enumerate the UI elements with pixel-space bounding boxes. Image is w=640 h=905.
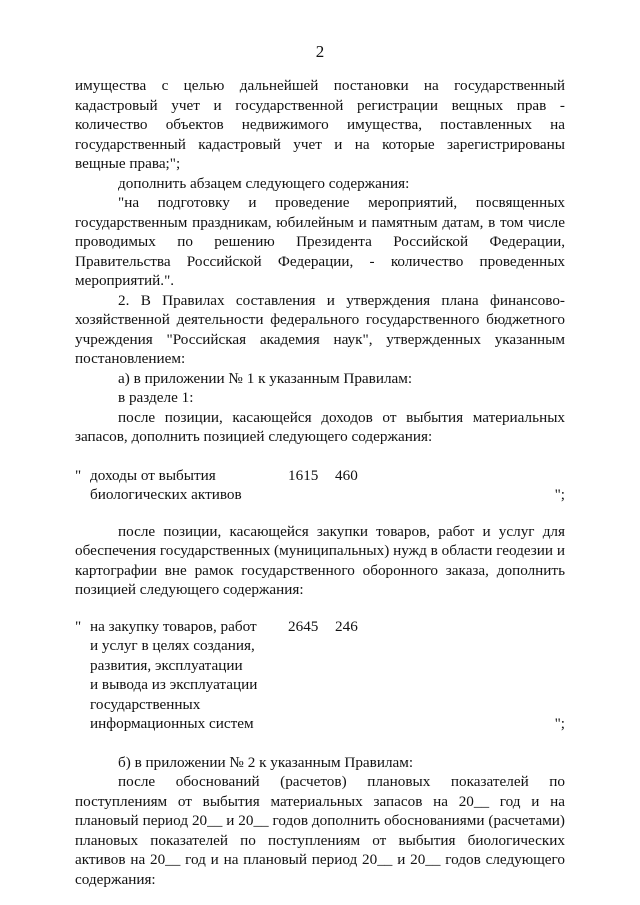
inserted-row-biological-assets bbox=[75, 466, 565, 505]
row-name-line: доходы от выбытия bbox=[90, 466, 216, 484]
document-body bbox=[75, 76, 565, 889]
paragraph-after-justifications: после обоснований (расчетов) плановых показателей по поступлениям от выбытия материальных запасов на 20__ год и на плановый период 20__ и 20__ годов дополнить обоснованиями (расчетами) плановых показателей по поступлениям от выбытия биологических активов на 20__ год и на плановый период 20__ и 20__ годов следующего содержания: bbox=[75, 773, 565, 888]
paragraph-rules-item-2: 2. В Правилах составления и утверждения плана финансово-хозяйственной деятельности федерального государственного бюджетного учреждения "Российская академия наук", утвержденных указанным постановлением: bbox=[75, 291, 565, 367]
open-quote: " bbox=[75, 617, 82, 635]
paragraph-add-clause: дополнить абзацем следующего содержания: bbox=[118, 174, 410, 192]
paragraph-appendix-2: б) в приложении № 2 к указанным Правилам: bbox=[118, 753, 414, 771]
row-name-line: на закупку товаров, работ bbox=[90, 617, 257, 635]
row-name-line: биологических активов bbox=[90, 486, 242, 503]
row-name bbox=[90, 617, 270, 734]
row-code-1: 2645 bbox=[288, 617, 319, 635]
row-code-2: 460 bbox=[335, 466, 358, 484]
row-name bbox=[90, 466, 270, 505]
row-name-line: и вывода из эксплуатации bbox=[90, 676, 258, 693]
open-quote: " bbox=[75, 466, 82, 484]
row-name-line: информационных систем bbox=[90, 715, 254, 732]
close-quote: "; bbox=[554, 486, 565, 503]
paragraph-after-income-position: после позиции, касающейся доходов от выбытия материальных запасов, дополнить позицией следующего содержания: bbox=[75, 408, 565, 445]
page-number: 2 bbox=[315, 42, 325, 61]
row-code-2: 246 bbox=[335, 617, 358, 635]
row-name-line: и услуг в целях создания, bbox=[90, 637, 255, 654]
paragraph-events-clause: "на подготовку и проведение мероприятий, посвященных государственным праздникам, юбилейным и памятным датам, в том числе проводимых по решению Президента Российской Федерации, Правительства Российской Федерации, - количество проведенных мероприятий.". bbox=[75, 194, 565, 289]
paragraph-appendix-1: а) в приложении № 1 к указанным Правилам: bbox=[118, 369, 413, 387]
inserted-row-information-systems bbox=[75, 617, 565, 734]
close-quote: "; bbox=[554, 715, 565, 732]
row-code-1: 1615 bbox=[288, 466, 319, 484]
paragraph-section-1: в разделе 1: bbox=[118, 389, 194, 406]
paragraph-after-procurement-position: после позиции, касающейся закупки товаров, работ и услуг для обеспечения государственных (муниципальных) нужд в области геодезии и картографии вне рамок государственного оборонного заказа, дополнить позицией следующего содержания: bbox=[75, 522, 565, 598]
row-name-line: государственных bbox=[90, 695, 201, 713]
paragraph-property-registration: имущества с целью дальнейшей постановки на государственный кадастровый учет и государственной регистрации вещных прав - количество объектов недвижимого имущества, поставленных на государственный кадастровый учет и на которые зарегистрированы вещные права;"; bbox=[75, 77, 565, 172]
row-name-line: развития, эксплуатации bbox=[90, 656, 243, 674]
